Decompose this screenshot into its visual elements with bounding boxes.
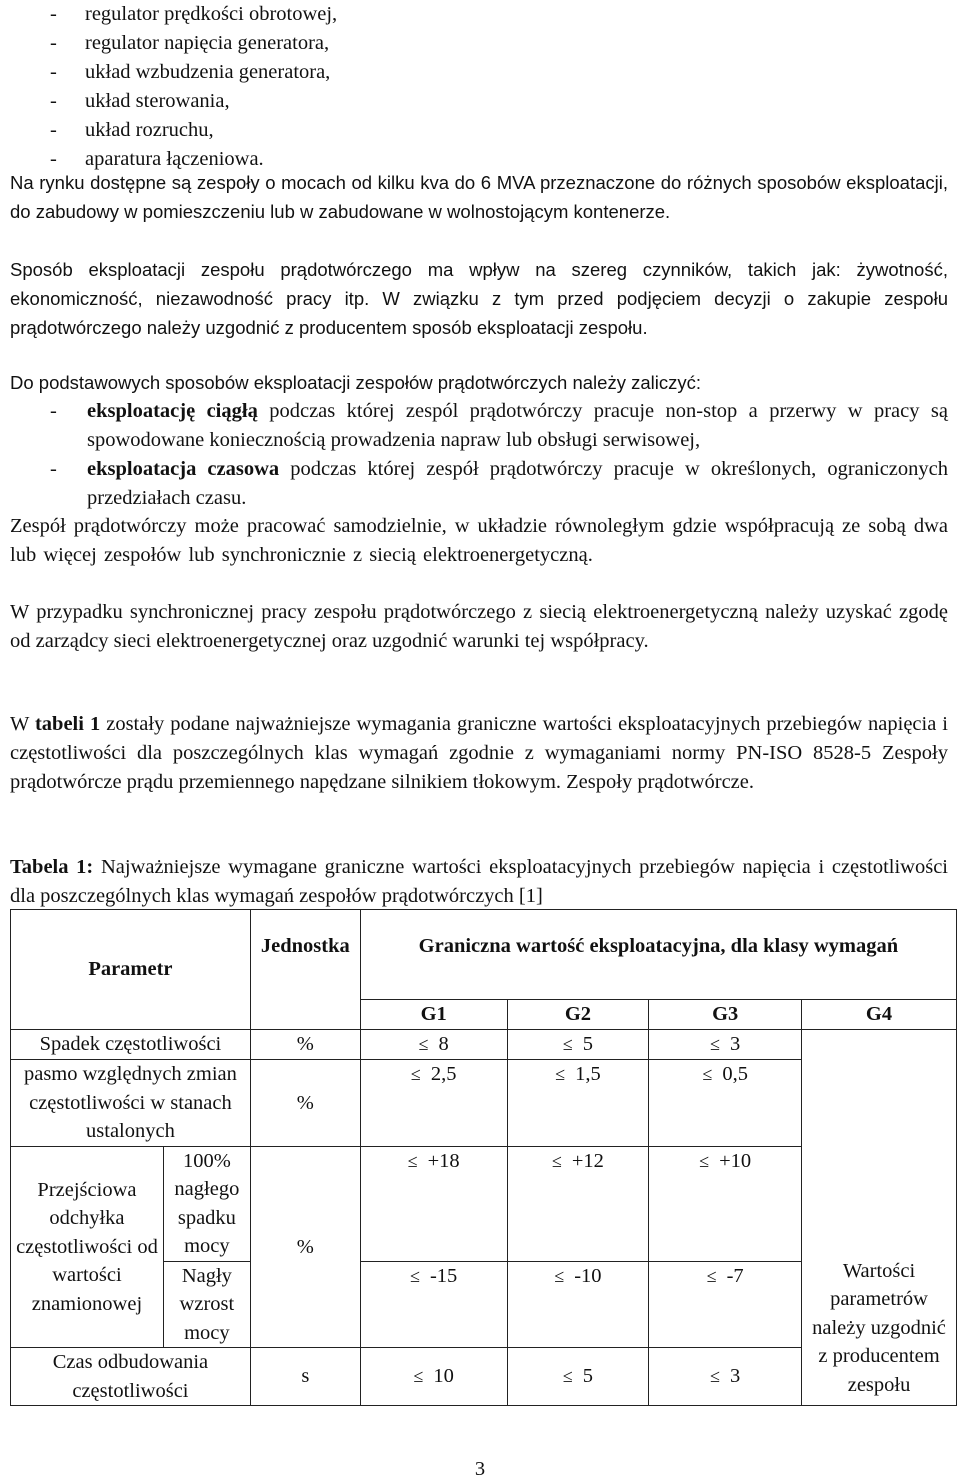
requirements-table [10,909,957,1406]
paragraph-parallel: Zespół prądotwórczy może pracować samodzielnie, w układzie równoległym gdzie współpracują ze sobą dwa lub więcej zespołów lub synchronicznie z siecią elektroenergetyczną. [10,515,948,566]
bullet-term: eksploatację ciągłą [87,400,258,422]
header-limit-group: Graniczna wartość eksploatacyjna, dla klasy wymagań [360,910,956,1000]
list-item: - regulator prędkości obrotowej, [50,3,338,25]
header-parametr: Parametr [11,910,251,1030]
table-row: Czas odbudowania częstotliwości s ≤ 10 ≤ 5 ≤ 3 [11,1348,957,1406]
table-header-row [11,910,957,1000]
class-g1: G1 [360,1000,507,1030]
list-item: - układ wzbudzenia generatora, [50,61,331,83]
list-item: - układ rozruchu, [50,119,214,141]
class-g2: G2 [507,1000,649,1030]
table-row: pasmo względnych zmian częstotliwości w stanach ustalonych % ≤ 2,5 ≤ 1,5 ≤ 0,5 [11,1060,957,1147]
paragraph-synchronous: W przypadku synchronicznej pracy zespołu prądotwórczego z siecią elektroenergetyczną należy uzyskać zgodę od zarządcy sieci elektroenergetycznej oraz uzgodnić warunki tej współpracy. [10,601,948,652]
list-item: - aparatura łączeniowa. [50,148,264,170]
paragraph-table-ref: W tabeli 1 zostały podane najważniejsze wymagania graniczne wartości eksploatacyjnych przebiegów napięcia i częstotliwości dla poszczególnych klas wymagań zgodnie z wymaganiami normy PN-ISO 8528-5 Zespoły prądotwórcze prądu przemiennego napędzane silnikiem tłokowym. Zespoły prądotwórcze. [10,713,949,793]
g4-note: Wartości parametrów należy uzgodnić z producentem zespołu [802,1030,957,1406]
table-row: Nagły wzrost mocy ≤ -15 ≤ -10 ≤ -7 [11,1261,957,1348]
paragraph-methods-intro: Do podstawowych sposobów eksploatacji zespołów prądotwórczych należy zaliczyć: [10,372,701,393]
list-item: - układ sterowania, [50,90,230,112]
paragraph-market: Na rynku dostępne są zespoły o mocach od kilku kva do 6 MVA przeznaczone do różnych sposobów eksploatacji, do zabudowy w pomieszczeniu lub w zabudowane w wolnostojącym kontenerze. [10,172,948,222]
list-item: - regulator napięcia generatora, [50,32,330,54]
page-number: 3 [474,1458,486,1480]
component-list [10,0,910,174]
class-g4: G4 [802,1000,957,1030]
table-row: Przejściowa odchyłka częstotliwości od wartości znamionowej 100% nagłego spadku mocy % ≤ +18 ≤ +12 ≤ +10 [11,1146,957,1261]
bullet-term: eksploatacja czasowa [87,458,280,480]
bullet-temporary: - eksploatacja czasowa podczas której zespół prądotwórczy pracuje w określonych, ograniczonych przedziałach czasu. [50,458,949,509]
paragraph-operation: Sposób eksploatacji zespołu prądotwórczego ma wpływ na szereg czynników, takich jak: żywotność, ekonomiczność, niezawodność pracy itp. W związku z tym przed podjęciem decyzji o zakupie zespołu prądotwórczego należy uzgodnić z producentem sposób eksploatacji zespołu. [10,259,948,338]
table-row: Spadek częstotliwości % ≤ 8 ≤ 5 ≤ 3 Wartości parametrów należy uzgodnić z producentem zespołu [11,1030,957,1060]
class-g3: G3 [649,1000,802,1030]
header-jednostka: Jednostka [250,910,360,1030]
bullet-continuous: - eksploatację ciągłą podczas której zespól prądotwórczy pracuje non-stop a przerwy w pracy są spowodowane koniecznością prowadzenia napraw lub obsługi serwisowej, [50,400,948,451]
table-caption: Tabela 1: Najważniejsze wymagane graniczne wartości eksploatacyjnych przebiegów napięcia i częstotliwości dla poszczególnych klas wymagań zespołów prądotwórczych [1] [10,856,948,907]
